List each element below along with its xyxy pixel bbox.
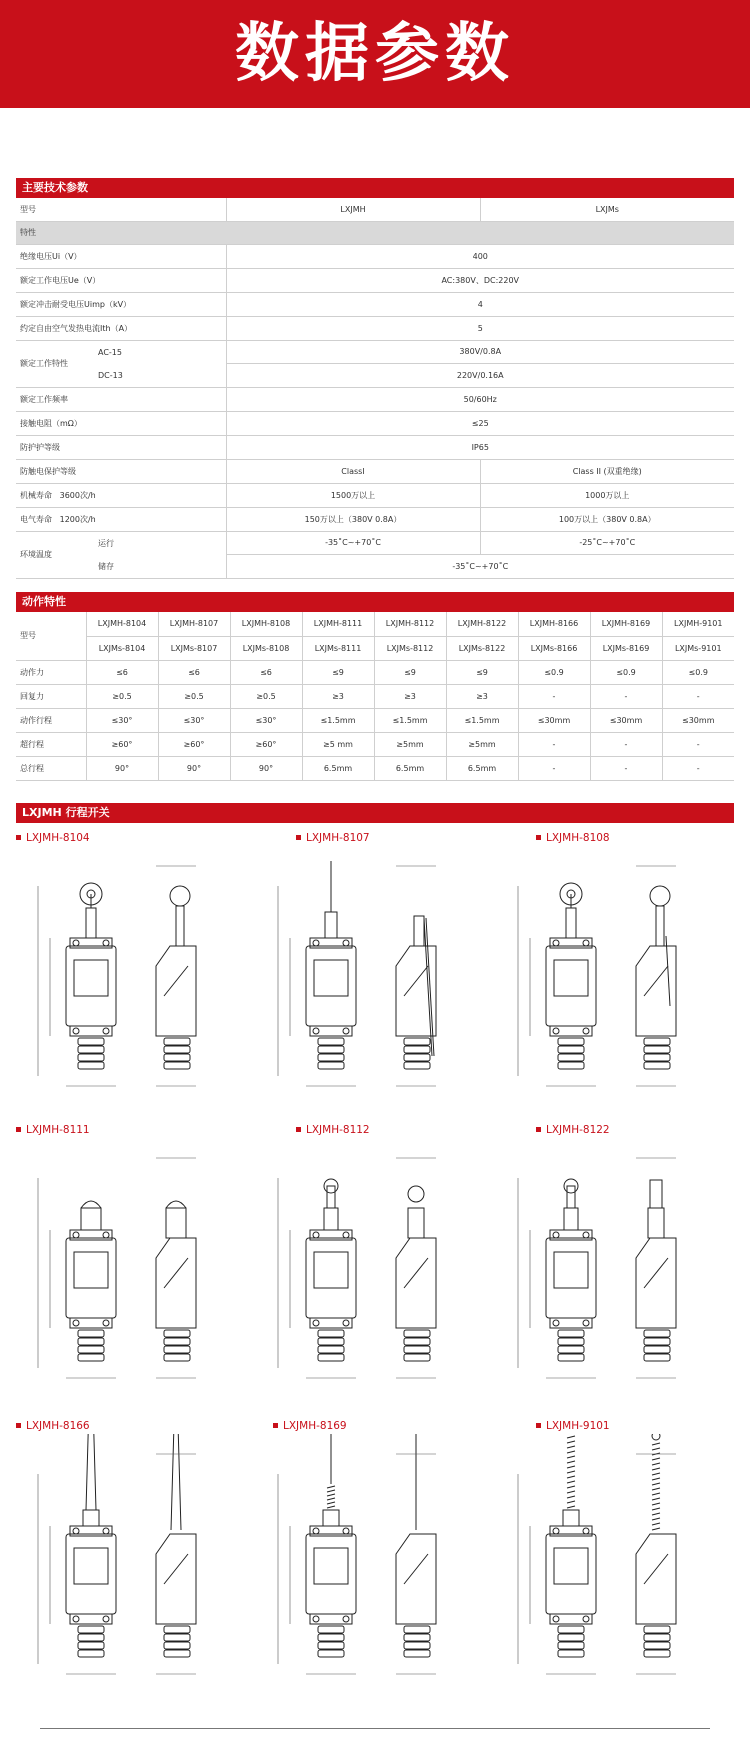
table-row (16, 244, 734, 268)
cell: LXJMs-8166 (518, 636, 590, 660)
cell: 6.5mm (302, 756, 374, 780)
dimension-drawing (496, 1434, 726, 1694)
cell: ≤0.9 (590, 660, 662, 684)
cell: 220V/0.16A (226, 364, 734, 388)
table-row (16, 387, 734, 411)
row-label: 额定工作频率 (16, 387, 226, 411)
ac-label: AC-15 (98, 347, 122, 357)
cell: ≥3 (302, 684, 374, 708)
row-label: 防触电保护等级 (16, 459, 226, 483)
cell: LXJMs-8111 (302, 636, 374, 660)
model-name: LXJMH-8166 (26, 1420, 90, 1432)
cell: ≥5 mm (302, 732, 374, 756)
cell: LXJMs-9101 (662, 636, 734, 660)
cell: LXJMs-8108 (230, 636, 302, 660)
bullet-icon (296, 835, 301, 840)
model-name: LXJMH-8169 (283, 1420, 347, 1432)
cell: LXJMH-8104 (86, 612, 158, 636)
cell: 100万以上（380V 0.8A） (480, 507, 734, 531)
table-row (16, 756, 734, 780)
model-label (16, 1420, 90, 1432)
cell: - (662, 756, 734, 780)
model-label (16, 1124, 90, 1136)
bottom-divider (40, 1728, 710, 1729)
dimension-drawing (16, 846, 246, 1106)
cell: ≤30mm (662, 708, 734, 732)
model-label (536, 1124, 610, 1136)
title-banner (0, 0, 750, 108)
model-name: LXJMH-9101 (546, 1420, 610, 1432)
dimension-drawing (16, 1138, 246, 1398)
table-row (16, 435, 734, 459)
cell: -35˚C~+70˚C (226, 531, 480, 555)
cell: ≥0.5 (230, 684, 302, 708)
cell: - (518, 732, 590, 756)
section-header-action: 动作特性 (16, 592, 734, 612)
cell: LXJMH-8108 (230, 612, 302, 636)
bullet-icon (296, 1127, 301, 1132)
cell: ≤1.5mm (446, 708, 518, 732)
cell: 90° (230, 756, 302, 780)
row-label: 额定冲击耐受电压Uimp（kV） (16, 292, 226, 316)
cell: ≥3 (374, 684, 446, 708)
cell: 90° (158, 756, 230, 780)
cell: - (662, 732, 734, 756)
cell: 1000万以上 (480, 483, 734, 507)
section-header-drawings: LXJMH 行程开关 (16, 803, 734, 823)
row-label (16, 340, 226, 387)
table-row (16, 636, 734, 660)
table-row (16, 732, 734, 756)
model-name: LXJMH-8112 (306, 1124, 370, 1136)
cell: 380V/0.8A (226, 340, 734, 364)
dimension-drawing (496, 1138, 726, 1398)
cell: -35˚C~+70˚C (226, 555, 734, 579)
cell: ≤25 (226, 411, 734, 435)
cell: LXJMH-8122 (446, 612, 518, 636)
env-label: 环境温度 (20, 550, 52, 559)
cell: LXJMH-8166 (518, 612, 590, 636)
cell: ≥60° (158, 732, 230, 756)
cell: 50/60Hz (226, 387, 734, 411)
dc-label: DC-13 (98, 370, 123, 380)
dimension-drawing (256, 846, 486, 1106)
cell: 150万以上（380V 0.8A） (226, 507, 480, 531)
cell: ≤30° (86, 708, 158, 732)
store-label: 储存 (98, 561, 114, 571)
row-label: 绝缘电压Ui（V） (16, 244, 226, 268)
cell: ≤9 (374, 660, 446, 684)
row-label: 约定自由空气发热电流Ith（A） (16, 316, 226, 340)
cell: ≤1.5mm (302, 708, 374, 732)
bullet-icon (536, 835, 541, 840)
cell: 90° (86, 756, 158, 780)
cell: Class II (双重绝缘) (480, 459, 734, 483)
run-label: 运行 (98, 538, 114, 548)
section-header-main-params: 主要技术参数 (16, 178, 734, 198)
cell: AC:380V、DC:220V (226, 268, 734, 292)
cell: - (518, 756, 590, 780)
table-row (16, 483, 734, 507)
main-params-table (16, 198, 734, 579)
cell: LXJMs-8107 (158, 636, 230, 660)
table-row (16, 660, 734, 684)
table-row (16, 292, 734, 316)
table-row (16, 459, 734, 483)
dimension-drawing (256, 1138, 486, 1398)
bullet-icon (16, 1423, 21, 1428)
cell: ≤30° (158, 708, 230, 732)
cell: ≥3 (446, 684, 518, 708)
model-label (16, 832, 90, 844)
model-label (273, 1420, 347, 1432)
row-label: 型号 (16, 198, 226, 221)
cell: ≥0.5 (86, 684, 158, 708)
cell: ≤6 (230, 660, 302, 684)
cell: LXJMs-8112 (374, 636, 446, 660)
row-label: 额定工作电压Ue（V） (16, 268, 226, 292)
cell: LXJMs-8122 (446, 636, 518, 660)
rated-label: 额定工作特性 (20, 359, 68, 368)
cell: 1500万以上 (226, 483, 480, 507)
cell: ≥5mm (446, 732, 518, 756)
cell: - (590, 756, 662, 780)
page-title: 数据参数 (235, 17, 515, 91)
model-name: LXJMH-8122 (546, 1124, 610, 1136)
cell: ClassI (226, 459, 480, 483)
row-label: 接触电阻（mΩ） (16, 411, 226, 435)
cell: 4 (226, 292, 734, 316)
cell: - (590, 684, 662, 708)
cell: LXJMH-8112 (374, 612, 446, 636)
cell: 5 (226, 316, 734, 340)
cell: IP65 (226, 435, 734, 459)
row-label: 动作行程 (16, 708, 86, 732)
row-label: 动作力 (16, 660, 86, 684)
cell: - (662, 684, 734, 708)
table-row (16, 531, 734, 555)
table-row (16, 268, 734, 292)
cell: ≤6 (158, 660, 230, 684)
bullet-icon (16, 1127, 21, 1132)
cell: ≥0.5 (158, 684, 230, 708)
cell: ≥60° (230, 732, 302, 756)
cell: LXJMH-8169 (590, 612, 662, 636)
cell: ≤0.9 (518, 660, 590, 684)
cell: ≤9 (302, 660, 374, 684)
bullet-icon (273, 1423, 278, 1428)
cell: LXJMs-8104 (86, 636, 158, 660)
cell: 6.5mm (446, 756, 518, 780)
table-row (16, 340, 734, 364)
cell: LXJMs (480, 198, 734, 221)
cell: - (518, 684, 590, 708)
cell: LXJMs-8169 (590, 636, 662, 660)
cell: ≤9 (446, 660, 518, 684)
cell: LXJMH (226, 198, 480, 221)
dimension-drawing (16, 1434, 246, 1694)
cell: 6.5mm (374, 756, 446, 780)
row-label: 总行程 (16, 756, 86, 780)
cell: ≤0.9 (662, 660, 734, 684)
cell: 400 (226, 244, 734, 268)
dimension-drawing (496, 846, 726, 1106)
cell: - (590, 732, 662, 756)
row-label: 电气寿命 1200次/h (16, 507, 226, 531)
model-label (536, 1420, 610, 1432)
model-label (296, 1124, 370, 1136)
model-label (296, 832, 370, 844)
model-name: LXJMH-8107 (306, 832, 370, 844)
model-name: LXJMH-8111 (26, 1124, 90, 1136)
model-name: LXJMH-8104 (26, 832, 90, 844)
cell: LXJMH-9101 (662, 612, 734, 636)
cell: ≤30mm (518, 708, 590, 732)
bullet-icon (536, 1423, 541, 1428)
row-label: 机械寿命 3600次/h (16, 483, 226, 507)
dimension-drawing (256, 1434, 486, 1694)
bullet-icon (536, 1127, 541, 1132)
cell: LXJMH-8111 (302, 612, 374, 636)
cell: ≤30mm (590, 708, 662, 732)
cell: -25˚C~+70˚C (480, 531, 734, 555)
cell: ≤30° (230, 708, 302, 732)
model-label (536, 832, 610, 844)
table-row (16, 612, 734, 636)
table-row (16, 316, 734, 340)
row-label: 型号 (16, 612, 86, 660)
table-row (16, 708, 734, 732)
row-label: 特性 (16, 221, 734, 244)
cell: ≥60° (86, 732, 158, 756)
row-label: 防护护等级 (16, 435, 226, 459)
action-table (16, 612, 734, 781)
cell: LXJMH-8107 (158, 612, 230, 636)
cell: ≥5mm (374, 732, 446, 756)
row-label (16, 531, 226, 578)
bullet-icon (16, 835, 21, 840)
row-label: 超行程 (16, 732, 86, 756)
table-row (16, 221, 734, 244)
model-name: LXJMH-8108 (546, 832, 610, 844)
cell: ≤1.5mm (374, 708, 446, 732)
table-row (16, 198, 734, 221)
table-row (16, 684, 734, 708)
table-row (16, 507, 734, 531)
table-row (16, 411, 734, 435)
row-label: 回复力 (16, 684, 86, 708)
cell: ≤6 (86, 660, 158, 684)
